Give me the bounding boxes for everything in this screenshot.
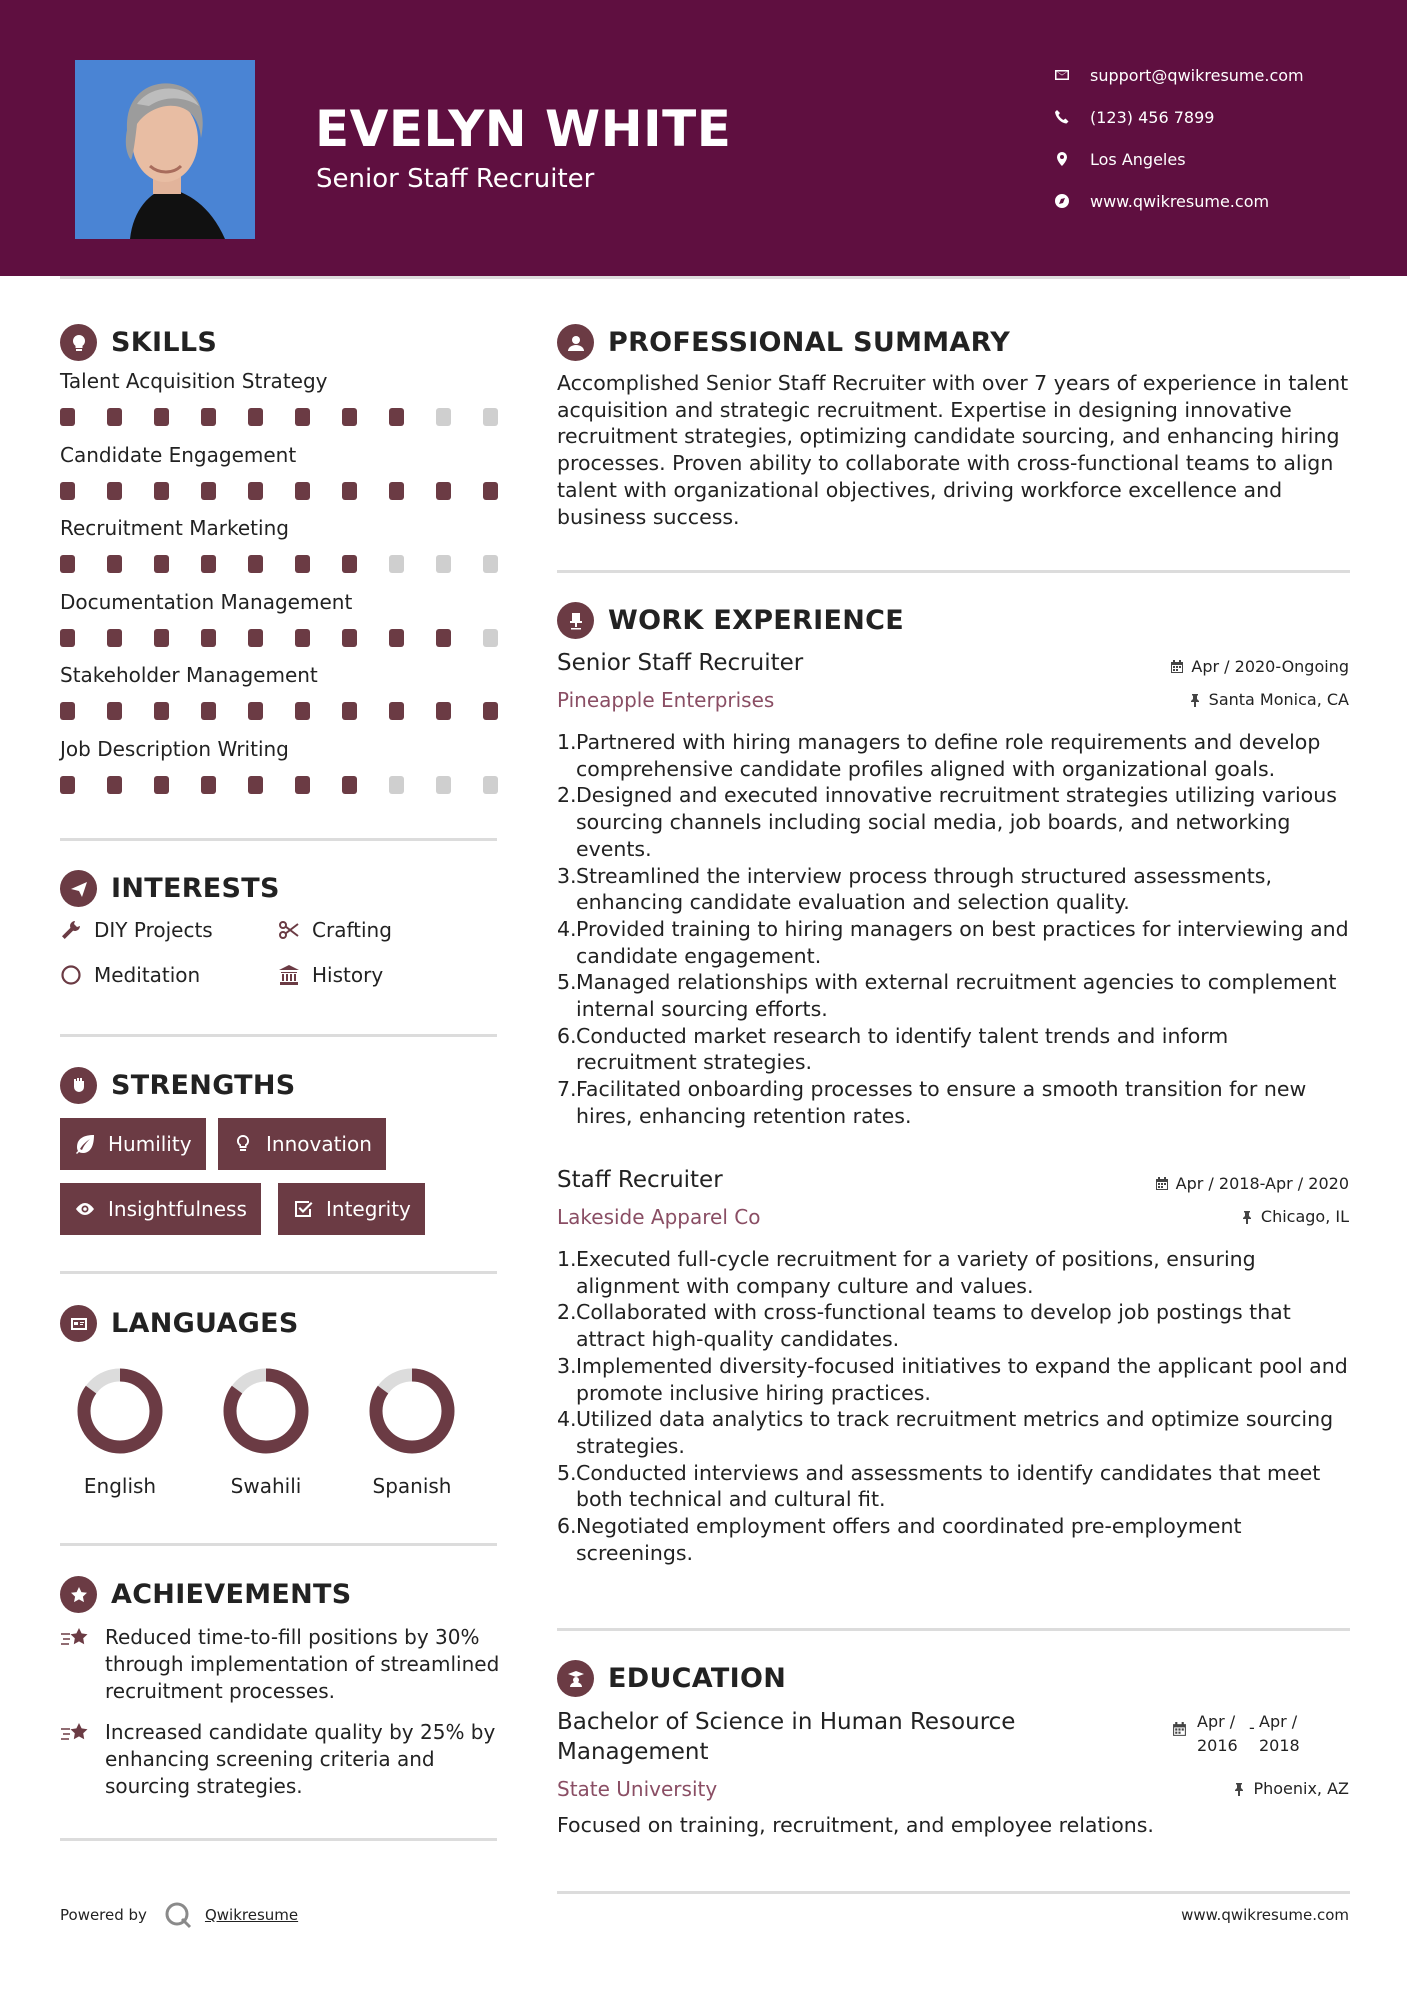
calendar-icon [1155, 1177, 1169, 1191]
rating-dot-filled [248, 776, 263, 794]
rating-dot-filled [60, 629, 75, 647]
interest-crafting: Crafting [278, 918, 392, 942]
rating-dot-filled [107, 408, 122, 426]
paper-plane-icon [69, 879, 89, 899]
list-item: 6. Negotiated employment offers and coordinated pre-employment screenings. [557, 1514, 1242, 1565]
rating-dot-filled [107, 702, 122, 720]
skill-item [60, 737, 500, 794]
language-name: English [83, 1474, 157, 1498]
profile-photo [75, 60, 255, 239]
skill-name: Job Description Writing [60, 736, 289, 761]
rating-dot-filled [60, 482, 75, 500]
rating-dot-filled [342, 629, 357, 647]
circle-icon [60, 964, 82, 986]
rating-dot-filled [342, 482, 357, 500]
wrench-icon [60, 919, 82, 941]
list-item: 6. Conducted market research to identify talent trends and inform recruitment strategies. [557, 1023, 1229, 1075]
rating-dot-empty [436, 408, 451, 426]
rating-dot-filled [342, 555, 357, 573]
contact-website[interactable]: www.qwikresume.com [1054, 180, 1304, 222]
achievements-heading: ACHIEVEMENTS [60, 1576, 352, 1613]
footer-url[interactable]: www.qwikresume.com [1181, 1906, 1349, 1924]
skills-heading: SKILLS [60, 324, 217, 361]
job-bullets [557, 1246, 1352, 1566]
phone-icon [1054, 109, 1070, 125]
globe-icon [1054, 193, 1070, 209]
location-pin-icon [1054, 151, 1070, 167]
language-name: Spanish [372, 1474, 452, 1498]
skill-name: Candidate Engagement [60, 442, 297, 467]
rating-dot-filled [389, 482, 404, 500]
eye-icon [74, 1198, 96, 1220]
contact-list [1054, 54, 1304, 222]
strengths-heading: STRENGTHS [60, 1067, 296, 1104]
experience-heading: WORK EXPERIENCE [557, 602, 904, 639]
achievements-divider [60, 1838, 497, 1841]
education-location: Phoenix, AZ [1232, 1779, 1349, 1798]
strength-insightfulness: Insightfulness [60, 1183, 261, 1235]
interest-meditation: Meditation [60, 963, 200, 987]
rating-dot-filled [107, 482, 122, 500]
rating-dot-filled [436, 482, 451, 500]
contact-email[interactable]: support@qwikresume.com [1054, 54, 1304, 96]
rating-dot-filled [295, 702, 310, 720]
rating-dot-empty [389, 555, 404, 573]
skill-rating [60, 702, 498, 720]
calendar-icon [1172, 1722, 1187, 1737]
contact-location: Los Angeles [1054, 138, 1304, 180]
museum-icon [278, 964, 300, 986]
rating-dot-filled [342, 408, 357, 426]
skill-item [60, 663, 500, 720]
rating-dot-filled [342, 776, 357, 794]
shooting-star-icon [60, 1626, 92, 1652]
school-name: State University [557, 1777, 718, 1801]
achievement-item: Reduced time-to-fill positions by 30% through implementation of streamlined recruitment processes. [60, 1624, 500, 1705]
rating-dot-filled [483, 482, 498, 500]
rating-dot-filled [389, 408, 404, 426]
rating-dot-filled [201, 408, 216, 426]
rating-dot-filled [60, 776, 75, 794]
user-icon [566, 333, 586, 353]
rating-dot-filled [60, 702, 75, 720]
job-bullets [557, 729, 1352, 1130]
education-dates: Apr / 2016 - Apr / 2018 [1172, 1710, 1311, 1758]
rating-dot-filled [154, 408, 169, 426]
list-item: 4. Provided training to hiring managers on best practices for interviewing and candidate engagement. [557, 916, 1349, 968]
rating-dot-filled [154, 555, 169, 573]
summary-text: Accomplished Senior Staff Recruiter with over 7 years of experience in talent acquisition and strategic recruitment. Expertise in designing innovative recruitment strategies, optimizing candidate sourcing, and enhancing hiring processes. Proven ability to collaborate with cross-functional teams to align talent with organizational objectives, driving workforce excellence and business success. [557, 371, 1349, 529]
rating-dot-filled [201, 555, 216, 573]
language-level-ring [221, 1366, 311, 1456]
candidate-name: EVELYN WHITE [315, 100, 732, 158]
skill-rating [60, 776, 498, 794]
education-description: Focused on training, recruitment, and employee relations. [557, 1813, 1154, 1837]
education-heading: EDUCATION [557, 1660, 786, 1697]
rating-dot-filled [295, 776, 310, 794]
candidate-role: Senior Staff Recruiter [316, 164, 595, 194]
list-item: 7. Facilitated onboarding processes to ensure a smooth transition for new hires, enhancing retention rates. [557, 1077, 1307, 1128]
language-item [50, 1366, 190, 1498]
lightbulb-icon [232, 1133, 254, 1155]
qwikresume-logo-icon [163, 1900, 193, 1930]
language-name: Swahili [230, 1474, 302, 1498]
leaf-icon [74, 1133, 96, 1155]
skill-name: Talent Acquisition Strategy [60, 369, 328, 393]
interest-history: History [278, 963, 383, 987]
rating-dot-filled [201, 482, 216, 500]
rating-dot-filled [201, 776, 216, 794]
language-level-ring [367, 1366, 457, 1456]
list-item: 5. Managed relationships with external recruitment agencies to complement internal sourcing efforts. [557, 970, 1337, 1022]
rating-dot-empty [483, 776, 498, 794]
id-card-icon [69, 1314, 89, 1334]
list-item: 3. Streamlined the interview process through structured assessments, enhancing candidate evaluation and selection quality. [557, 863, 1272, 915]
rating-dot-filled [60, 555, 75, 573]
rating-dot-filled [60, 408, 75, 426]
rating-dot-filled [248, 408, 263, 426]
star-icon [69, 1585, 89, 1605]
office-chair-icon [566, 611, 586, 631]
skill-name: Documentation Management [60, 589, 353, 614]
rating-dot-filled [389, 629, 404, 647]
summary-heading: PROFESSIONAL SUMMARY [557, 324, 1010, 361]
check-square-icon [292, 1198, 314, 1220]
qwikresume-link[interactable]: Qwikresume [204, 1906, 299, 1924]
rating-dot-filled [248, 629, 263, 647]
rating-dot-filled [248, 702, 263, 720]
rating-dot-empty [483, 408, 498, 426]
scissors-icon [278, 919, 300, 941]
rating-dot-filled [436, 702, 451, 720]
rating-dot-filled [201, 629, 216, 647]
interest-diy-projects: DIY Projects [60, 918, 213, 942]
degree-title: Bachelor of Science in Human Resource Management [557, 1709, 1016, 1765]
skill-name: Stakeholder Management [60, 663, 318, 687]
experience-divider [557, 1628, 1350, 1631]
rating-dot-filled [154, 482, 169, 500]
job-dates: Apr / 2018-Apr / 2020 [1155, 1174, 1349, 1193]
list-item: 2. Designed and executed innovative recruitment strategies utilizing various sourcing channels including social media, job boards, and networking events. [557, 783, 1337, 861]
skill-rating [60, 408, 498, 426]
rating-dot-filled [389, 702, 404, 720]
rating-dot-filled [154, 629, 169, 647]
rating-dot-filled [295, 629, 310, 647]
interests-heading: INTERESTS [60, 870, 280, 907]
rating-dot-empty [436, 776, 451, 794]
achievement-item: Increased candidate quality by 25% by enhancing screening criteria and sourcing strategies. [60, 1719, 500, 1800]
interests-divider [60, 1034, 497, 1037]
strength-innovation: Innovation [218, 1118, 386, 1170]
language-item [342, 1366, 482, 1498]
job-title: Staff Recruiter [557, 1167, 723, 1193]
pushpin-icon [1240, 1210, 1254, 1224]
rating-dot-filled [295, 408, 310, 426]
language-item [196, 1366, 336, 1498]
calendar-icon [1170, 660, 1184, 674]
rating-dot-filled [248, 555, 263, 573]
rating-dot-empty [389, 776, 404, 794]
list-item: 2. Collaborated with cross-functional teams to develop job postings that attract high-quality candidates. [557, 1300, 1291, 1352]
envelope-icon [1054, 67, 1070, 83]
rating-dot-filled [154, 702, 169, 720]
list-item: 1. Executed full-cycle recruitment for a variety of positions, ensuring alignment with company culture and values. [557, 1247, 1256, 1298]
rating-dot-filled [342, 702, 357, 720]
company-name: Pineapple Enterprises [557, 688, 775, 712]
education-divider [557, 1891, 1350, 1894]
skill-name: Recruitment Marketing [60, 516, 289, 540]
skill-rating [60, 629, 498, 647]
shooting-star-icon [60, 1721, 92, 1747]
skill-rating [60, 482, 498, 500]
company-name: Lakeside Apparel Co [557, 1205, 761, 1229]
rating-dot-filled [107, 629, 122, 647]
rating-dot-filled [295, 555, 310, 573]
strength-integrity: Integrity [278, 1183, 425, 1235]
resume-header [0, 0, 1407, 276]
rating-dot-filled [107, 776, 122, 794]
skills-divider [60, 838, 497, 841]
strengths-divider [60, 1271, 497, 1274]
pushpin-icon [1232, 1782, 1246, 1796]
job-location: Santa Monica, CA [1188, 690, 1349, 709]
pushpin-icon [1188, 693, 1202, 707]
rating-dot-filled [483, 702, 498, 720]
job-title: Senior Staff Recruiter [557, 650, 804, 676]
rating-dot-filled [436, 629, 451, 647]
job-dates: Apr / 2020-Ongoing [1170, 657, 1349, 676]
rating-dot-filled [154, 776, 169, 794]
rating-dot-filled [248, 482, 263, 500]
job-location: Chicago, IL [1240, 1207, 1349, 1226]
list-item: 5. Conducted interviews and assessments to identify candidates that meet both technical and cultural fit. [557, 1460, 1321, 1512]
fist-icon [69, 1076, 89, 1096]
contact-phone[interactable]: (123) 456 7899 [1054, 96, 1304, 138]
rating-dot-empty [483, 555, 498, 573]
language-level-ring [75, 1366, 165, 1456]
list-item: 1. Partnered with hiring managers to define role requirements and develop comprehensive candidate profiles aligned with organizational goals. [557, 730, 1321, 781]
list-item: 3. Implemented diversity-focused initiatives to expand the applicant pool and promote inclusive hiring practices. [557, 1353, 1348, 1405]
rating-dot-filled [201, 702, 216, 720]
strength-humility: Humility [60, 1118, 206, 1170]
header-divider [60, 276, 1350, 279]
languages-heading: LANGUAGES [60, 1305, 299, 1342]
rating-dot-filled [107, 555, 122, 573]
summary-divider [557, 570, 1350, 573]
rating-dot-empty [483, 629, 498, 647]
list-item: 4. Utilized data analytics to track recruitment metrics and optimize sourcing strategies. [557, 1407, 1334, 1458]
skill-item [60, 369, 500, 426]
skill-item [60, 516, 500, 573]
rating-dot-empty [436, 555, 451, 573]
graduate-icon [566, 1669, 586, 1689]
languages-divider [60, 1543, 497, 1546]
skill-rating [60, 555, 498, 573]
powered-by: Powered by Qwikresume [60, 1900, 298, 1930]
skill-item [60, 443, 500, 500]
rating-dot-filled [295, 482, 310, 500]
skill-item [60, 590, 500, 647]
lightbulb-icon [69, 333, 89, 353]
